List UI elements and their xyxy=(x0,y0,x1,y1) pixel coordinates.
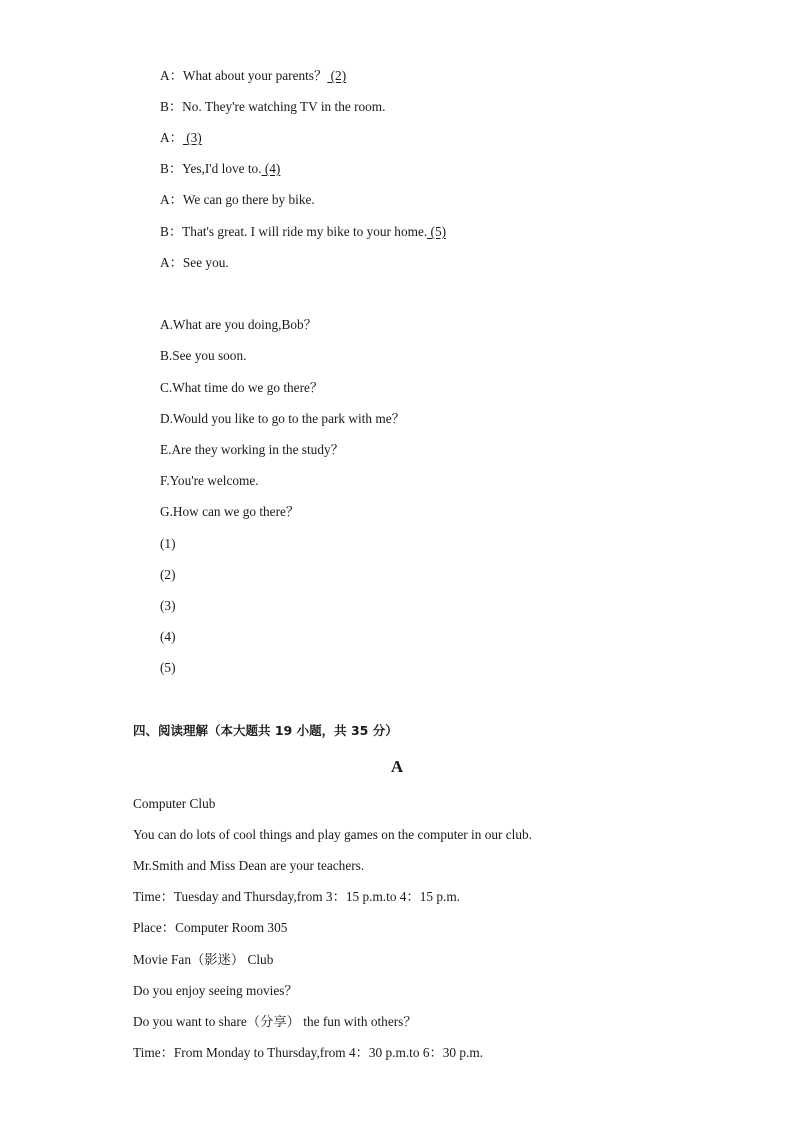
option-item: A.What are you doing,Bob？ xyxy=(160,317,317,332)
speaker-label: B： xyxy=(160,99,183,114)
dialogue-text: What about your parents？ xyxy=(182,68,328,83)
speaker-label: A： xyxy=(160,255,183,270)
dialogue-line xyxy=(160,161,280,177)
dialogue-text: That's great. I will ride my bike to your home. xyxy=(182,224,428,239)
passage-letter: A xyxy=(390,757,404,776)
answer-number: (2) xyxy=(160,567,176,582)
passage-line: Do you enjoy seeing movies？ xyxy=(133,983,298,998)
option-item: F.You're welcome. xyxy=(160,473,259,488)
passage-line: Do you want to share（分享） the fun with others？ xyxy=(133,1014,417,1029)
answer-blank: (3) xyxy=(182,130,202,145)
passage-line: Mr.Smith and Miss Dean are your teachers. xyxy=(133,858,365,873)
dialogue-text: No. They're watching TV in the room. xyxy=(182,99,386,114)
dialogue-text: See you. xyxy=(182,255,229,270)
speaker-label: A： xyxy=(160,192,183,207)
speaker-label: B： xyxy=(160,224,183,239)
passage-line: Place：Computer Room 305 xyxy=(133,920,288,935)
speaker-label: A： xyxy=(160,130,183,145)
dialogue-line xyxy=(160,68,346,84)
section-heading: 四、阅读理解（本大题共 19 小题，共 35 分） xyxy=(133,723,398,738)
option-item: B.See you soon. xyxy=(160,348,247,363)
answer-blank: (5) xyxy=(427,224,447,239)
option-item: E.Are they working in the study？ xyxy=(160,442,344,457)
answer-blank: (2) xyxy=(327,68,347,83)
passage-line: Time：Tuesday and Thursday,from 3：15 p.m.to 4：15 p.m. xyxy=(133,889,461,904)
dialogue-line xyxy=(160,255,229,271)
option-item: C.What time do we go there？ xyxy=(160,380,324,395)
dialogue-text: Yes,I'd love to. xyxy=(182,161,262,176)
answer-blank: (4) xyxy=(261,161,281,176)
dialogue-line xyxy=(160,99,385,115)
passage-line: Time：From Monday to Thursday,from 4：30 p.m.to 6：30 p.m. xyxy=(133,1045,484,1060)
speaker-label: A： xyxy=(160,68,183,83)
answer-number: (5) xyxy=(160,660,176,675)
dialogue-line xyxy=(160,224,446,240)
passage-line: Movie Fan（影迷） Club xyxy=(133,952,274,967)
dialogue-line xyxy=(160,130,202,146)
passage-line: Computer Club xyxy=(133,796,216,811)
answer-number: (1) xyxy=(160,536,176,551)
answer-number: (3) xyxy=(160,598,176,613)
speaker-label: B： xyxy=(160,161,183,176)
dialogue-line xyxy=(160,192,315,208)
dialogue-text: We can go there by bike. xyxy=(182,192,315,207)
option-item: G.How can we go there？ xyxy=(160,504,300,519)
answer-number: (4) xyxy=(160,629,176,644)
option-item: D.Would you like to go to the park with me？ xyxy=(160,411,405,426)
passage-line: You can do lots of cool things and play games on the computer in our club. xyxy=(133,827,532,842)
